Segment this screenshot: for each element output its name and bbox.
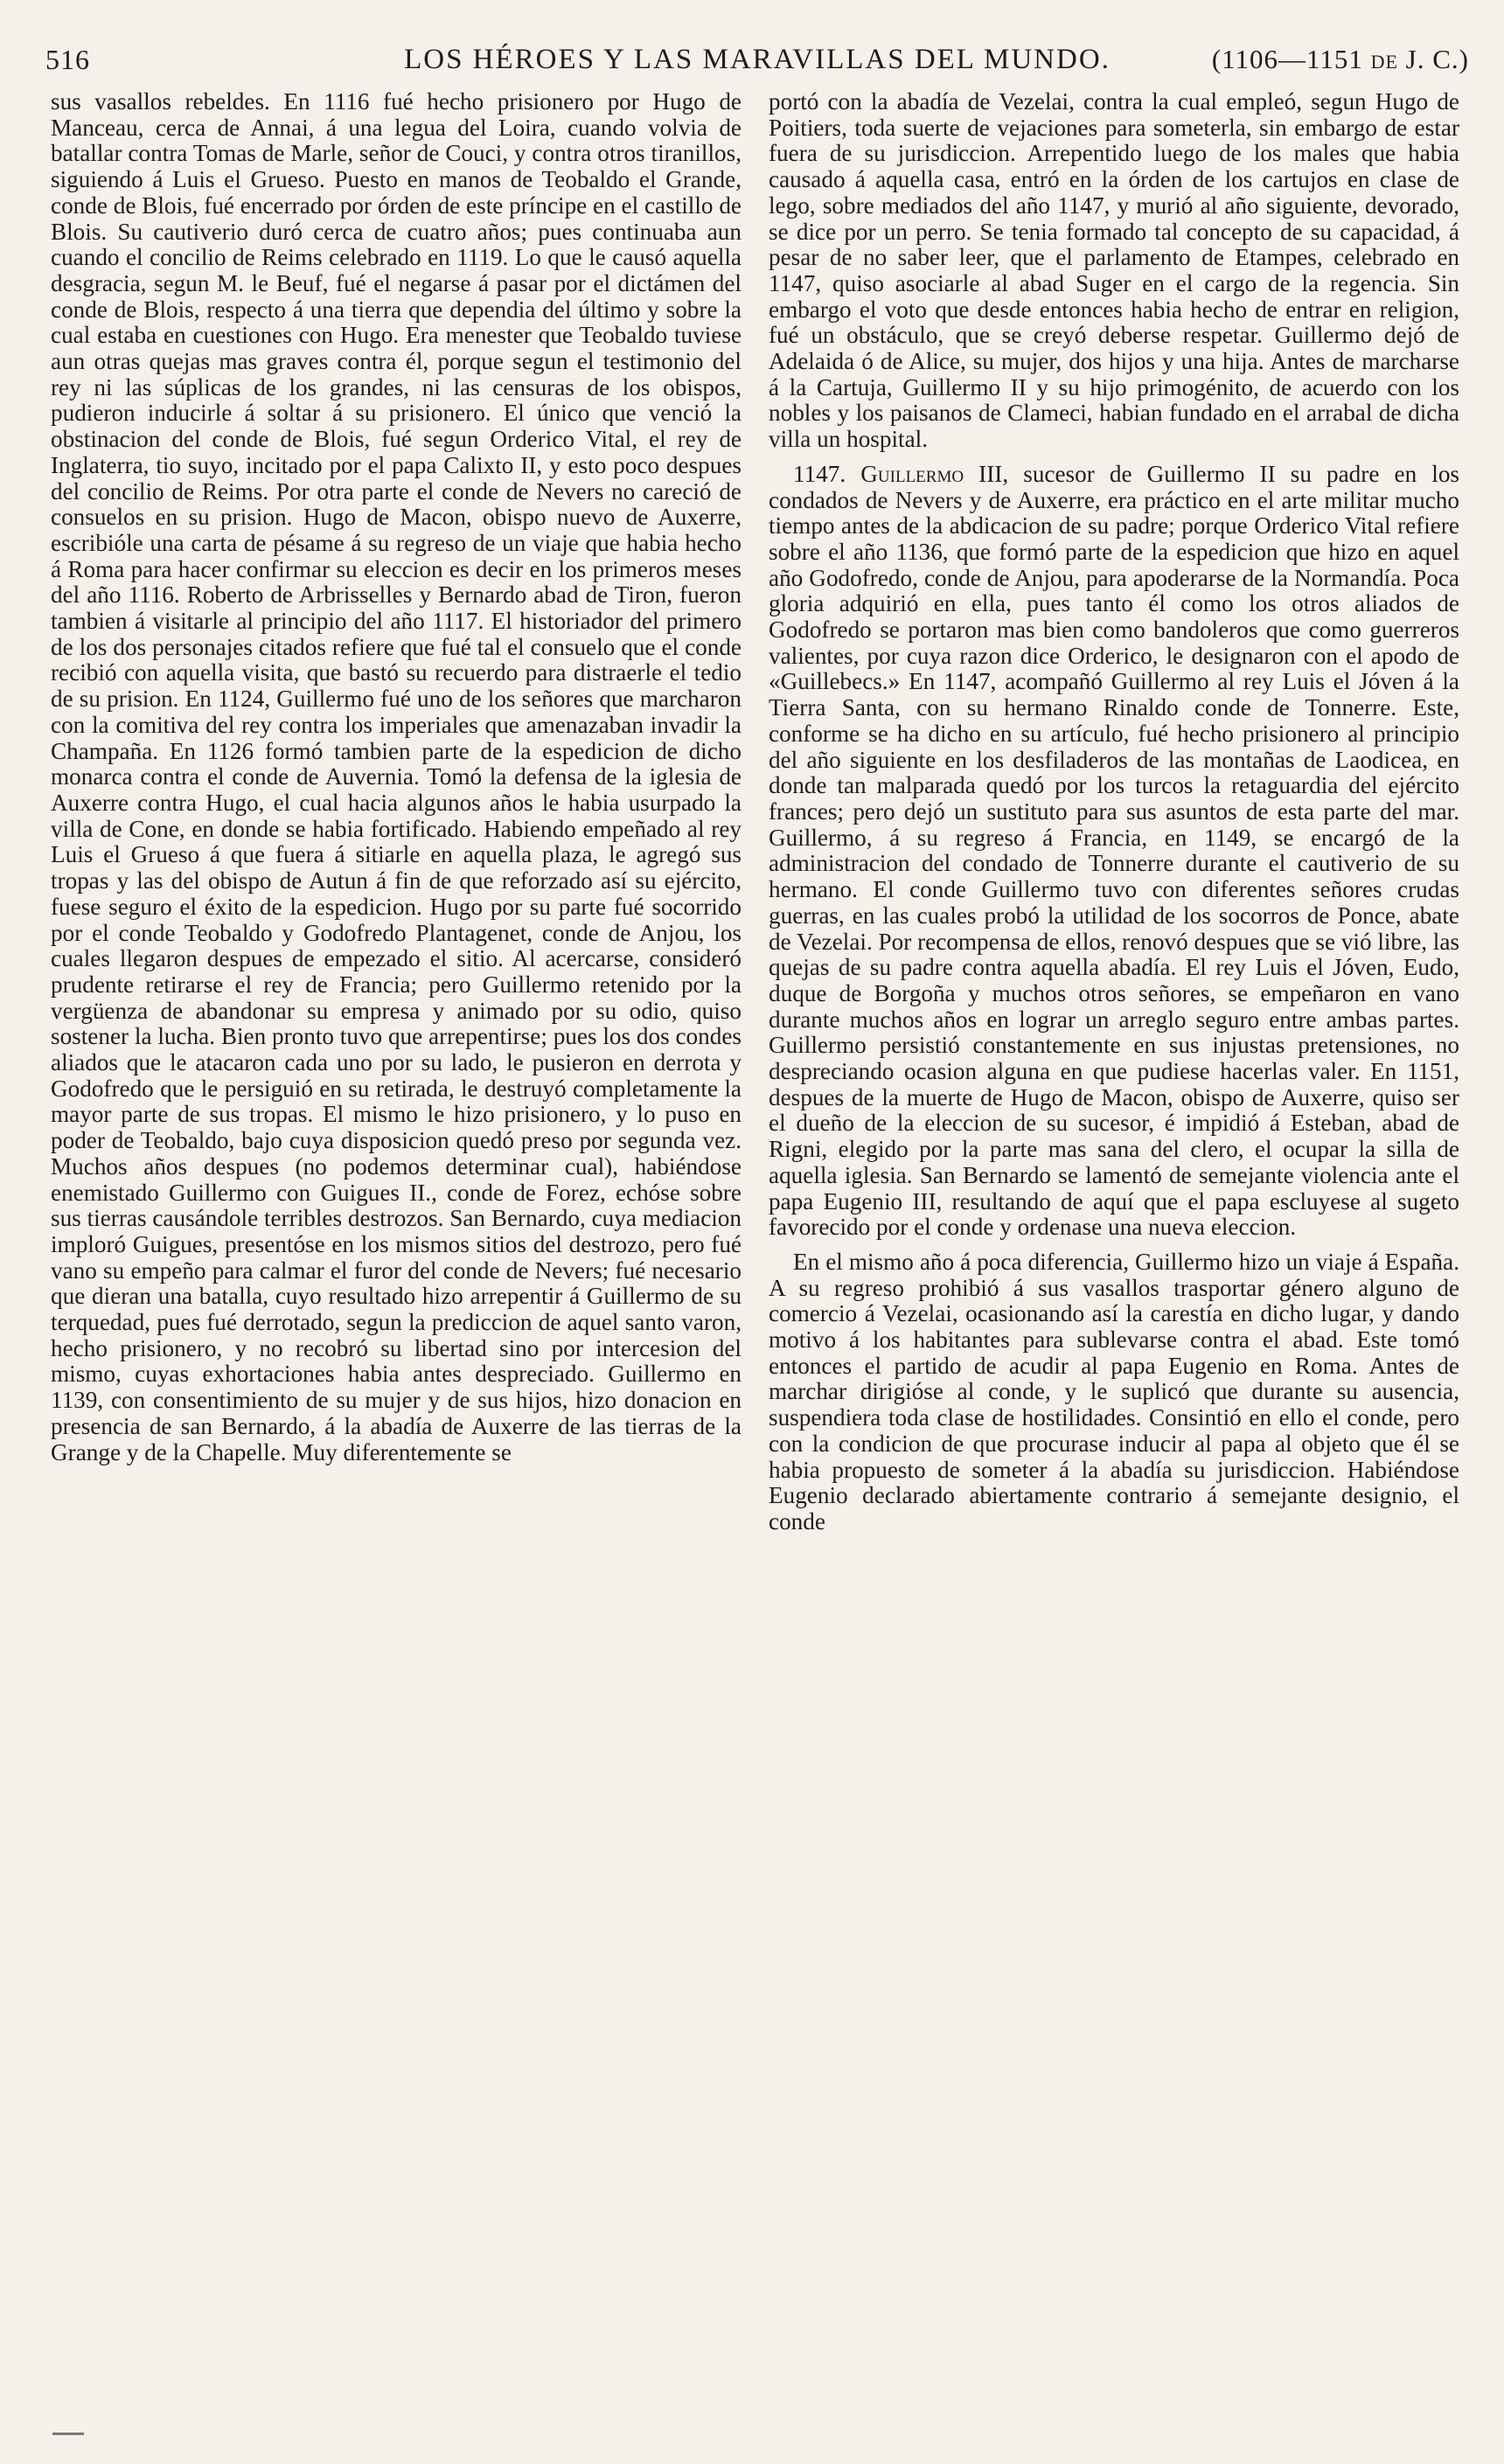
left-column: [51, 89, 742, 2371]
date-range-main: (1106—1151: [1211, 44, 1371, 74]
right-paragraph-1: portó con la abadía de Vezelai, contra la cual empleó, segun Hugo de Poitiers, toda suerte de vejaciones para someterla, sin embargo de estar fuera de su jurisdiccion. Arrepentido luego de los males que habia causado á aquella casa, entró en la órden de los cartujos en clase de lego, sobre mediados del año 1147, y murió al año siguiente, devorado, se dice por un perro. Se tenia formado tal concepto de su capacidad, á pesar de no saber leer, que el parlamento de Etampes, celebrado en 1147, quiso asociarle al abad Suger en el cargo de la regencia. Sin embargo el voto que desde entonces habia hecho de entrar en religion, fué un obstáculo, que se creyó deberse respetar. Guillermo dejó de Adelaida ó de Alice, su mujer, dos hijos y una hija. Antes de marcharse á la Cartuja, Guillermo II y su hijo primogénito, de acuerdo con los nobles y los paisanos de Clameci, habian fundado en el arrabal de dicha villa un hospital.: [769, 89, 1459, 453]
left-paragraph-1: sus vasallos rebeldes. En 1116 fué hecho prisionero por Hugo de Manceau, cerca de Annai, á una legua del Loira, cuando volvia de batallar contra Tomas de Marle, señor de Couci, y contra otros tiranillos, siguiendo á Luis el Grueso. Puesto en manos de Teobaldo el Grande, conde de Blois, fué encerrado por órden de este príncipe en el castillo de Blois. Su cautiverio duró cerca de cuatro años; pues continuaba aun cuando el concilio de Reims celebrado en 1119. Lo que le causó aquella desgracia, segun M. le Beuf, fué el negarse á pasar por el dictámen del conde de Blois, respecto á una tierra que dependia del último y sobre la cual estaba en cuestiones con Hugo. Era menester que Teobaldo tuviese aun otras quejas mas graves contra él, porque segun el testimonio del rey ni las súplicas de los grandes, ni las censuras de los obispos, pudieron inducirle á soltar á su prisionero. El único que venció la obstinacion del conde de Blois, fué segun Orderico Vital, el rey de Inglaterra, tio suyo, incitado por el papa Calixto II, y esto poco despues del concilio de Reims. Por otra parte el conde de Nevers no careció de consuelos en su prision. Hugo de Macon, obispo nuevo de Auxerre, escribióle una carta de pésame á su regreso de un viaje que habia hecho á Roma para hacer confirmar su eleccion es decir en los primeros meses del año 1116. Roberto de Arbrisselles y Bernardo abad de Tiron, fueron tambien á visitarle al principio del año 1117. El historiador del primero de los dos personajes citados refiere que fué tal el consuelo que el conde recibió con aquella visita, que bastó su recuerdo para distraerle el tedio de su prision. En 1124, Guillermo fué uno de los señores que marcharon con la comitiva del rey contra los imperiales que amenazaban invadir la Champaña. En 1126 formó tambien parte de la espedicion de dicho monarca contra el conde de Auvernia. Tomó la defensa de la iglesia de Auxerre contra Hugo, el cual hacia algunos años le habia usurpado la villa de Cone, en donde se habia fortificado. Habiendo empeñado al rey Luis el Grueso á que fuera á sitiarle en aquella plaza, le agregó sus tropas y las del obispo de Autun á fin de que reforzado así su ejército, fuese seguro el éxito de la espedicion. Hugo por su parte fué socorrido por el conde Teobaldo y Godofredo Plantagenet, conde de Anjou, los cuales llegaron despues de empezado el sitio. Al acercarse, consideró prudente retirarse el rey de Francia; pero Guillermo retenido por la vergüenza de abandonar su empresa y animado por su odio, quiso sostener la lucha. Bien pronto tuvo que arrepentirse; pues los dos condes aliados que le atacaron cada uno por su lado, le pusieron en derrota y Godofredo que le persiguió en su retirada, le destruyó completamente la mayor parte de sus tropas. El mismo le hizo prisionero, y lo puso en poder de Teobaldo, bajo cuya disposicion quedó preso por segunda vez. Muchos años despues (no podemos determinar cual), habiéndose enemistado Guillermo con Guigues II., conde de Forez, echóse sobre sus tierras causándole terribles destrozos. San Bernardo, cuya mediacion imploró Guigues, presentóse en los mismos sitios del destrozo, pero fué vano su empeño para calmar el furor del conde de Nevers; fué necesario que dieran una batalla, cuyo resultado hizo arrepentir á Guillermo de su terquedad, pues fué derrotado, segun la prediccion de aquel santo varon, hecho prisionero, y no recobró su libertad sino por intercesion del mismo, cuyas exhortaciones habia antes despreciado. Guillermo en 1139, con consentimiento de su mujer y de sus hijos, hizo donacion en presencia de san Bernardo, á la abadía de Auxerre de las tierras de la Grange y de la Chapelle. Muy diferentemente se: [51, 89, 742, 1465]
date-range-de: DE: [1370, 51, 1398, 73]
entry-name: Guillermo III: [860, 460, 1003, 487]
page-header: [45, 44, 1469, 89]
page-number: 516: [45, 44, 90, 75]
date-range: [1212, 44, 1469, 75]
bottom-mark: [52, 2433, 84, 2435]
right-paragraph-2: [769, 462, 1459, 1241]
entry-year: 1147.: [793, 460, 861, 487]
running-title: LOS HÉROES Y LAS MARAVILLAS DEL MUNDO.: [404, 44, 1111, 75]
right-column: [769, 89, 1459, 2371]
entry-body: , sucesor de Guillermo II su padre en los condados de Nevers y de Auxerre, era práctico en el arte militar mucho tiempo antes de la abdicacion de su padre; porque Orderico Vital refiere sobre el año 1136, que formó parte de la espedicion que hizo en aquel año Godofredo, conde de Anjou, para apoderarse de la Normandía. Poca gloria adquirió en ella, pues tanto él como los otros aliados de Godofredo se portaron mas bien como bandoleros que como guerreros valientes, por cuya razon dice Orderico, le designaron con el apodo de «Guillebecs.» En 1147, acompañó Guillermo al rey Luis el Jóven á la Tierra Santa, con su hermano Rinaldo conde de Tonnerre. Este, conforme se ha dicho en su artículo, fué hecho prisionero al principio del año siguiente en los desfiladeros de las montañas de Laodicea, en donde tan malparada quedó por los turcos la retaguardia del ejército frances; pero dejó un sustituto para sus asuntos de esta parte del mar. Guillermo, á su regreso á Francia, en 1149, se encargó de la administracion del condado de Tonnerre durante el cautiverio de su hermano. El conde Guillermo tuvo con diferentes señores crudas guerras, en las cuales probó la utilidad de los socorros de Ponce, abate de Vezelai. Por recompensa de ellos, renovó despues que se vió libre, las quejas de su padre contra aquella abadía. El rey Luis el Jóven, Eudo, duque de Borgoña y muchos otros señores, se empeñaron en vano durante muchos años en lograr un arreglo seguro entre ambas partes. Guillermo persistió constantemente en sus injustas pretensiones, no despreciando ocasion alguna en que pudiese hacerlas valer. En 1151, despues de la muerte de Hugo de Macon, obispo de Auxerre, quiso ser el dueño de la eleccion de su sucesor, é impidió á Esteban, abad de Rigni, elegido por la parte mas sana del clero, el ocupar la silla de aquella iglesia. San Bernardo se lamentó de semejante violencia ante el papa Eugenio III, resultando de aquí que el papa escluyese al sugeto favorecido por el conde y ordenase una nueva eleccion.: [769, 460, 1459, 1241]
right-paragraph-3: En el mismo año á poca diferencia, Guillermo hizo un viaje á España. A su regreso prohibió á sus vasallos trasportar género alguno de comercio á Vezelai, ocasionando así la carestía en dicho lugar, y dando motivo á los habitantes para sublevarse contra el abad. Este tomó entonces el partido de acudir al papa Eugenio en Roma. Antes de marchar dirigióse al conde, y le suplicó que durante su ausencia, suspendiera toda clase de hostilidades. Consintió en ello el conde, pero con la condicion de que procurase inducir al papa al objeto que él se habia propuesto de someter á la abadía su jurisdiccion. Habiéndose Eugenio declarado abiertamente contrario á semejante designio, el conde: [769, 1248, 1459, 1535]
date-range-tail: J. C.): [1397, 44, 1469, 74]
